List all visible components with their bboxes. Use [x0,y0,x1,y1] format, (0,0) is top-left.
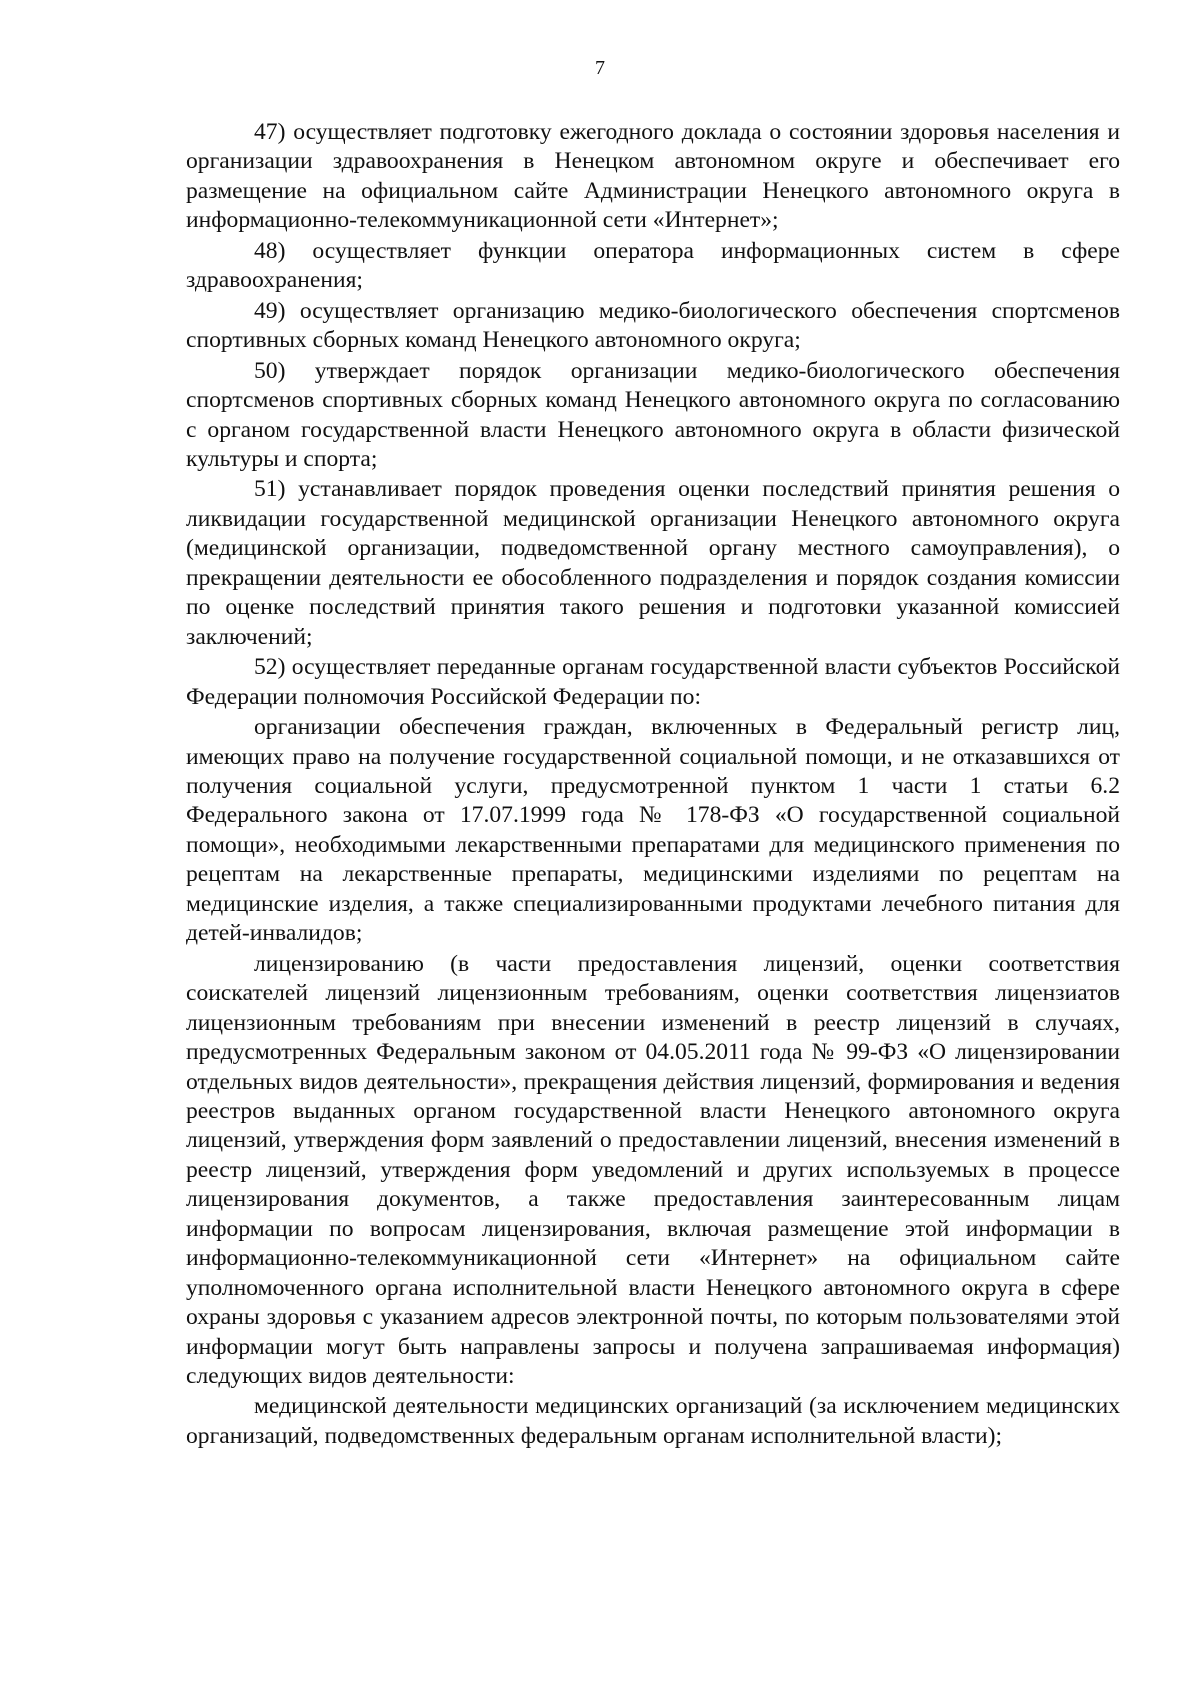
paragraph-item-50: 50) утверждает порядок организации медико-биологического обеспечения спортсменов спортивных сборных команд Ненецкого автономного округа по согласованию с органом государственной власти Ненецкого автономного округа в области физической культуры и спорта; [186,357,1120,472]
page-number: 7 [595,57,605,79]
paragraph-drug-supply: организации обеспечения граждан, включенных в Федеральный регистр лиц, имеющих право на получение государственной социальной помощи, и не отказавшихся от получения социальной услуги, предусмотренной пунктом 1 части 1 статьи 6.2 Федерального закона от 17.07.1999 года № 178-ФЗ «О государственной социальной помощи», необходимыми лекарственными препаратами для медицинского применения по рецептам на лекарственные препараты, медицинскими изделиями по рецептам на медицинские изделия, а также специализированными продуктами лечебного питания для детей-инвалидов; [186,714,1120,947]
document-body [186,118,1120,1452]
paragraph-item-51: 51) устанавливает порядок проведения оценки последствий принятия решения о ликвидации государственной медицинской организации Ненецкого автономного округа (медицинской организации, подведомственной органу местного самоуправления), о прекращении деятельности ее обособленного подразделения и порядок создания комиссии по оценке последствий принятия такого решения и подготовки указанной комиссией заключений; [186,476,1120,650]
paragraph-item-48: 48) осуществляет функции оператора информационных систем в сфере здравоохранения; [186,237,1120,294]
paragraph-item-47: 47) осуществляет подготовку ежегодного доклада о состоянии здоровья населения и организации здравоохранения в Ненецком автономном округе и обеспечивает его размещение на официальном сайте Администрации Ненецкого автономного округа в информационно-телекоммуникационной сети «Интернет»; [186,119,1120,234]
paragraph-item-52: 52) осуществляет переданные органам государственной власти субъектов Российской Федерации полномочия Российской Федерации по: [186,654,1120,710]
paragraph-licensing: лицензированию (в части предоставления лицензий, оценки соответствия соискателей лицензий лицензионным требованиям, оценки соответствия лицензиатов лицензионным требованиям при внесении изменений в реестр лицензий в случаях, предусмотренных Федеральным законом от 04.05.2011 года № 99-ФЗ «О лицензировании отдельных видов деятельности», прекращения действия лицензий, формирования и ведения реестров выданных органом государственной власти Ненецкого автономного округа лицензий, утверждения форм заявлений о предоставлении лицензий, внесения изменений в реестр лицензий, утверждения форм уведомлений и других используемых в процессе лицензирования документов, а также предоставления заинтересованным лицам информации по вопросам лицензирования, включая размещение этой информации в информационно-телекоммуникационной сети «Интернет» на официальном сайте уполномоченного органа исполнительной власти Ненецкого автономного округа в сфере охраны здоровья с указанием адресов электронной почты, по которым пользователями этой информации могут быть направлены запросы и получена запрашиваемая информация) следующих видов деятельности: [186,950,1120,1390]
paragraph-item-49: 49) осуществляет организацию медико-биологического обеспечения спортсменов спортивных сборных команд Ненецкого автономного округа; [186,297,1120,354]
paragraph-medical-activity: медицинской деятельности медицинских организаций (за исключением медицинских организаций, подведомственных федеральным органам исполнительной власти); [186,1393,1120,1449]
